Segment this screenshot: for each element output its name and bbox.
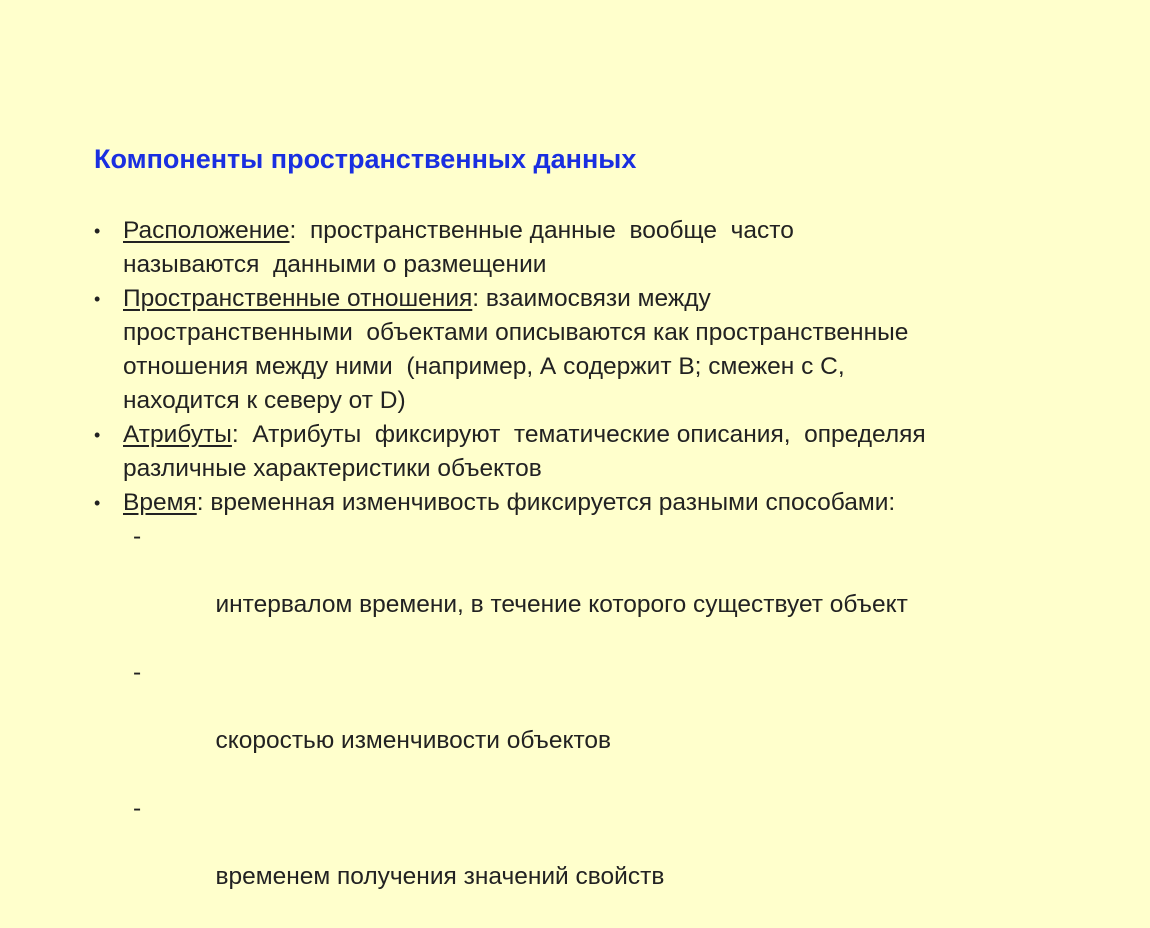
dash-icon: - — [133, 523, 142, 550]
item-first-line — [123, 486, 1094, 520]
item-text: : взаимосвязи между — [472, 285, 711, 312]
sub-item-text: скоростью изменчивости объектов — [215, 727, 612, 754]
item-text: находится к северу от D) — [123, 387, 406, 414]
sub-item — [123, 792, 1094, 928]
list-item-relations — [94, 282, 1094, 418]
bullet-icon: • — [94, 289, 101, 309]
item-term: Атрибуты — [123, 421, 232, 448]
item-text: отношения между ними (например, А содержит В; смежен с С, — [123, 353, 845, 380]
sub-item — [123, 656, 1094, 792]
sub-item-text: интервалом времени, в течение которого существует объект — [215, 591, 908, 618]
bullet-list — [94, 214, 1094, 928]
item-text: пространственными объектами описываются как пространственные — [123, 319, 909, 346]
bullet-icon: • — [94, 221, 101, 241]
item-text: : пространственные данные вообще часто — [289, 217, 794, 244]
item-term: Пространственные отношения — [123, 285, 473, 312]
item-term: Время — [123, 489, 197, 516]
item-text: : Атрибуты фиксируют тематические описания, определяя — [231, 421, 926, 448]
dash-icon: - — [133, 795, 142, 822]
item-text: : временная изменчивость фиксируется разными способами: — [196, 489, 896, 516]
slide-title: Компоненты пространственных данных — [94, 144, 637, 174]
item-first-line — [123, 214, 1094, 248]
list-item-location — [94, 214, 1094, 282]
item-term: Расположение — [123, 217, 290, 244]
dash-icon: - — [133, 659, 142, 686]
item-first-line — [123, 282, 1094, 316]
sub-item — [123, 520, 1094, 656]
item-text: различные характеристики объектов — [123, 455, 542, 482]
bullet-icon: • — [94, 425, 101, 445]
item-first-line — [123, 418, 1094, 452]
list-item-time — [94, 486, 1094, 928]
bullet-icon: • — [94, 493, 101, 513]
sub-item-text: временем получения значений свойств — [215, 863, 665, 890]
item-text: называются данными о размещении — [123, 251, 547, 278]
list-item-attributes — [94, 418, 1094, 486]
